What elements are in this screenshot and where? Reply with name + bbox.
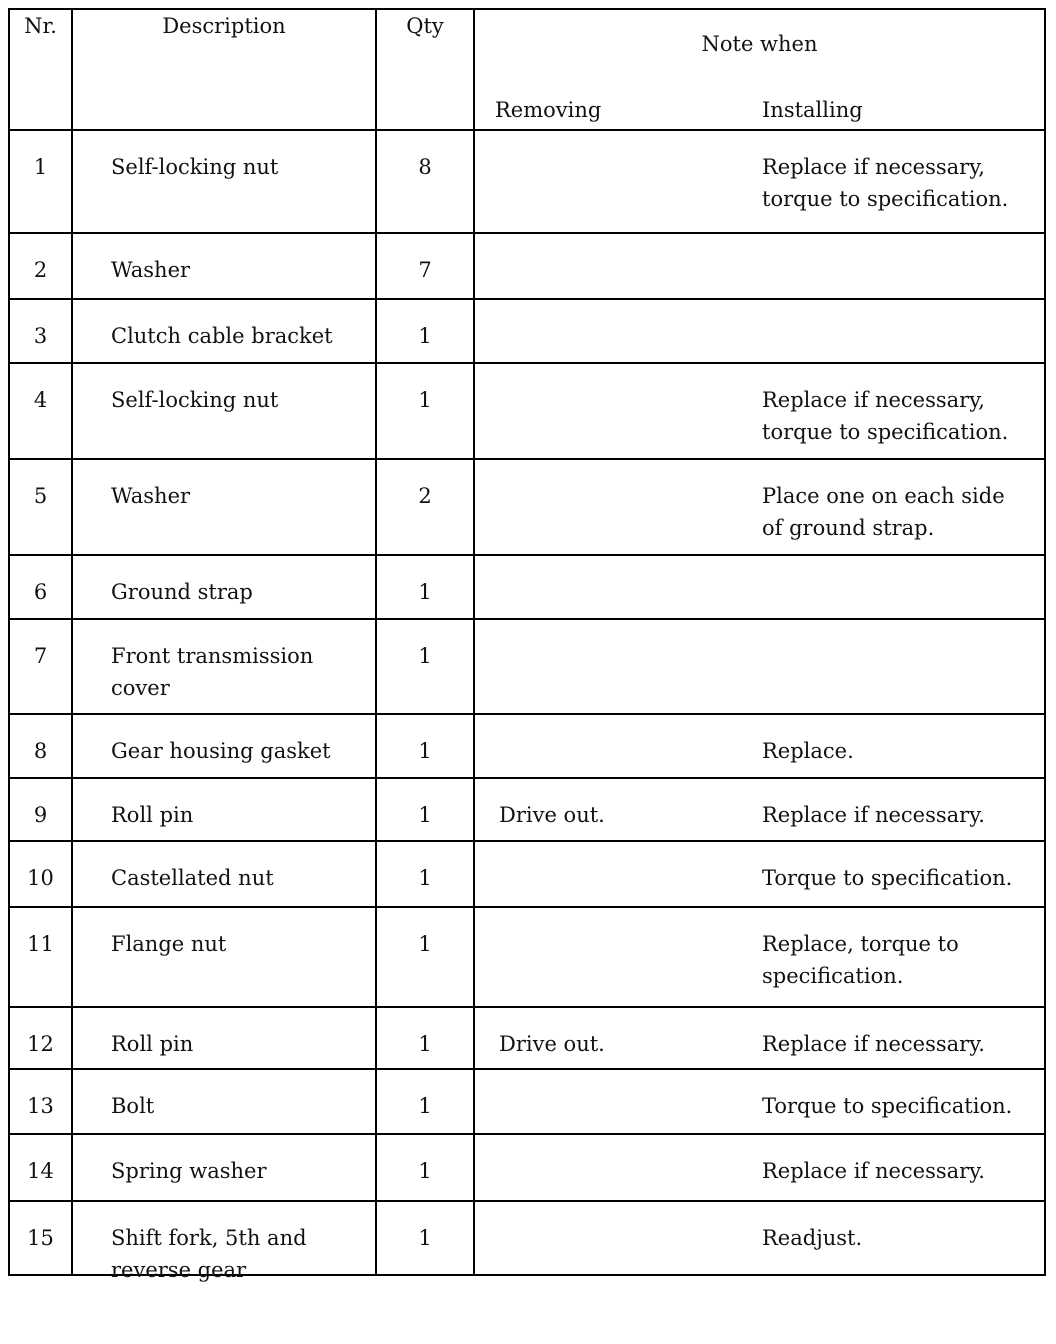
cell-description-text: Castellated nut bbox=[111, 866, 274, 890]
cell-qty-text: 1 bbox=[418, 1226, 432, 1250]
cell-description bbox=[72, 363, 376, 459]
header-qty: Qty bbox=[376, 9, 474, 130]
header-note-when-title: Note when bbox=[701, 32, 818, 56]
cell-description bbox=[72, 1069, 376, 1134]
cell-description bbox=[72, 1201, 376, 1282]
cell-description bbox=[72, 299, 376, 363]
cell-qty bbox=[376, 619, 474, 714]
cell-nr-text: 9 bbox=[33, 803, 48, 827]
cell-notes bbox=[474, 130, 1045, 233]
cell-nr bbox=[9, 1007, 72, 1069]
cell-nr bbox=[9, 714, 72, 778]
cell-description bbox=[72, 459, 376, 555]
cell-description-text: Self-locking nut bbox=[111, 155, 279, 179]
cell-nr bbox=[9, 363, 72, 459]
cell-notes bbox=[474, 778, 1045, 841]
cell-qty-text: 1 bbox=[418, 866, 432, 890]
cell-nr bbox=[9, 459, 72, 555]
cell-nr-text: 10 bbox=[27, 866, 54, 890]
cell-nr-text: 4 bbox=[33, 388, 48, 412]
cell-notes bbox=[474, 1201, 1045, 1275]
cell-installing: Replace, torque to specification. bbox=[762, 932, 959, 988]
cell-notes bbox=[474, 1134, 1045, 1201]
cell-nr-text: 15 bbox=[27, 1226, 54, 1250]
cell-nr-text: 2 bbox=[33, 258, 48, 282]
cell-nr bbox=[9, 555, 72, 619]
cell-qty bbox=[376, 299, 474, 363]
cell-notes bbox=[474, 714, 1045, 778]
header-note-when bbox=[474, 9, 1045, 130]
parts-table bbox=[8, 8, 1046, 1282]
cell-qty bbox=[376, 1007, 474, 1069]
cell-description-text: Roll pin bbox=[111, 803, 194, 827]
cell-qty bbox=[376, 130, 474, 233]
cell-nr bbox=[9, 299, 72, 363]
cell-qty-text: 7 bbox=[418, 258, 432, 282]
cell-notes bbox=[474, 841, 1045, 907]
cell-notes bbox=[474, 1007, 1045, 1069]
header-row bbox=[9, 9, 1045, 130]
cell-qty bbox=[376, 459, 474, 555]
cell-notes bbox=[474, 299, 1045, 363]
cell-qty bbox=[376, 233, 474, 299]
cell-notes bbox=[474, 233, 1045, 299]
cell-nr-text: 14 bbox=[27, 1159, 54, 1183]
cell-qty bbox=[376, 907, 474, 1007]
cell-qty bbox=[376, 1069, 474, 1134]
cell-description-text: Roll pin bbox=[111, 1032, 194, 1056]
cell-notes bbox=[474, 459, 1045, 555]
cell-qty bbox=[376, 1201, 474, 1275]
cell-description-text: Ground strap bbox=[111, 580, 253, 604]
cell-description-text: Clutch cable bracket bbox=[111, 324, 333, 348]
cell-qty-text: 1 bbox=[418, 932, 432, 956]
cell-description bbox=[72, 841, 376, 907]
cell-qty bbox=[376, 714, 474, 778]
table-row bbox=[9, 907, 1045, 1007]
cell-qty-text: 1 bbox=[418, 644, 432, 668]
cell-installing: Replace if necessary, torque to specification. bbox=[762, 155, 1009, 211]
table-row bbox=[9, 619, 1045, 714]
cell-installing: Torque to specification. bbox=[762, 866, 1013, 890]
cell-description bbox=[72, 1007, 376, 1069]
cell-nr-text: 12 bbox=[27, 1032, 54, 1056]
cell-installing: Replace if necessary. bbox=[762, 1159, 985, 1183]
cell-removing: Drive out. bbox=[499, 803, 605, 827]
header-description: Description bbox=[72, 9, 376, 130]
cell-nr bbox=[9, 1069, 72, 1134]
table-row bbox=[9, 1201, 1045, 1275]
cell-description-text: Flange nut bbox=[111, 932, 227, 956]
cell-description-text: Spring washer bbox=[111, 1159, 267, 1183]
cell-qty bbox=[376, 363, 474, 459]
cell-notes bbox=[474, 907, 1045, 1007]
cell-qty-text: 1 bbox=[418, 1094, 432, 1118]
cell-description-text: Bolt bbox=[111, 1094, 155, 1118]
cell-description-text: Shift fork, 5th and reverse gear bbox=[111, 1226, 307, 1282]
header-removing: Removing bbox=[495, 98, 602, 122]
cell-qty-text: 1 bbox=[418, 1159, 432, 1183]
table-row bbox=[9, 459, 1045, 555]
cell-nr bbox=[9, 619, 72, 714]
cell-nr-text: 13 bbox=[27, 1094, 54, 1118]
cell-description-text: Washer bbox=[111, 258, 191, 282]
cell-description-text: Washer bbox=[111, 484, 191, 508]
table-row bbox=[9, 363, 1045, 459]
cell-description bbox=[72, 1134, 376, 1201]
table-row bbox=[9, 778, 1045, 841]
cell-nr-text: 7 bbox=[33, 644, 48, 668]
cell-nr-text: 8 bbox=[33, 739, 48, 763]
cell-qty-text: 1 bbox=[418, 388, 432, 412]
cell-removing: Drive out. bbox=[499, 1032, 605, 1056]
cell-installing: Replace if necessary. bbox=[762, 1032, 985, 1056]
cell-qty-text: 1 bbox=[418, 324, 432, 348]
cell-nr bbox=[9, 1201, 72, 1275]
cell-nr-text: 3 bbox=[33, 324, 48, 348]
cell-nr-text: 11 bbox=[27, 932, 54, 956]
cell-description bbox=[72, 714, 376, 778]
table-row bbox=[9, 130, 1045, 233]
cell-nr bbox=[9, 1134, 72, 1201]
cell-qty bbox=[376, 778, 474, 841]
cell-notes bbox=[474, 555, 1045, 619]
cell-installing: Place one on each side of ground strap. bbox=[762, 484, 1005, 540]
cell-qty-text: 8 bbox=[418, 155, 432, 179]
cell-description bbox=[72, 233, 376, 299]
cell-notes bbox=[474, 1069, 1045, 1134]
cell-installing: Replace if necessary. bbox=[762, 803, 985, 827]
cell-nr bbox=[9, 233, 72, 299]
cell-description bbox=[72, 907, 376, 1007]
cell-nr-text: 1 bbox=[33, 155, 48, 179]
table-row bbox=[9, 1007, 1045, 1069]
table-row bbox=[9, 233, 1045, 299]
cell-nr bbox=[9, 841, 72, 907]
cell-installing: Replace if necessary, torque to specification. bbox=[762, 388, 1009, 444]
cell-notes bbox=[474, 363, 1045, 459]
header-nr: Nr. bbox=[9, 9, 72, 130]
cell-qty-text: 1 bbox=[418, 803, 432, 827]
table-row bbox=[9, 299, 1045, 363]
header-installing: Installing bbox=[762, 98, 863, 122]
cell-description bbox=[72, 778, 376, 841]
cell-description bbox=[72, 130, 376, 233]
cell-description-text: Front transmission cover bbox=[111, 644, 314, 700]
cell-qty-text: 2 bbox=[418, 484, 432, 508]
cell-notes bbox=[474, 619, 1045, 714]
cell-nr-text: 5 bbox=[33, 484, 48, 508]
cell-installing: Readjust. bbox=[762, 1226, 863, 1250]
table-row bbox=[9, 1134, 1045, 1201]
cell-nr bbox=[9, 778, 72, 841]
cell-nr bbox=[9, 130, 72, 233]
cell-qty-text: 1 bbox=[418, 739, 432, 763]
cell-qty bbox=[376, 555, 474, 619]
cell-installing: Replace. bbox=[762, 739, 854, 763]
table-row bbox=[9, 841, 1045, 907]
cell-qty-text: 1 bbox=[418, 1032, 432, 1056]
cell-installing: Torque to specification. bbox=[762, 1094, 1013, 1118]
table-row bbox=[9, 714, 1045, 778]
cell-description bbox=[72, 619, 376, 714]
cell-qty-text: 1 bbox=[418, 580, 432, 604]
table-row bbox=[9, 1069, 1045, 1134]
cell-nr bbox=[9, 907, 72, 1007]
cell-qty bbox=[376, 1134, 474, 1201]
cell-description-text: Self-locking nut bbox=[111, 388, 279, 412]
cell-description bbox=[72, 555, 376, 619]
cell-description-text: Gear housing gasket bbox=[111, 739, 331, 763]
cell-nr-text: 6 bbox=[33, 580, 48, 604]
table-row bbox=[9, 555, 1045, 619]
cell-qty bbox=[376, 841, 474, 907]
